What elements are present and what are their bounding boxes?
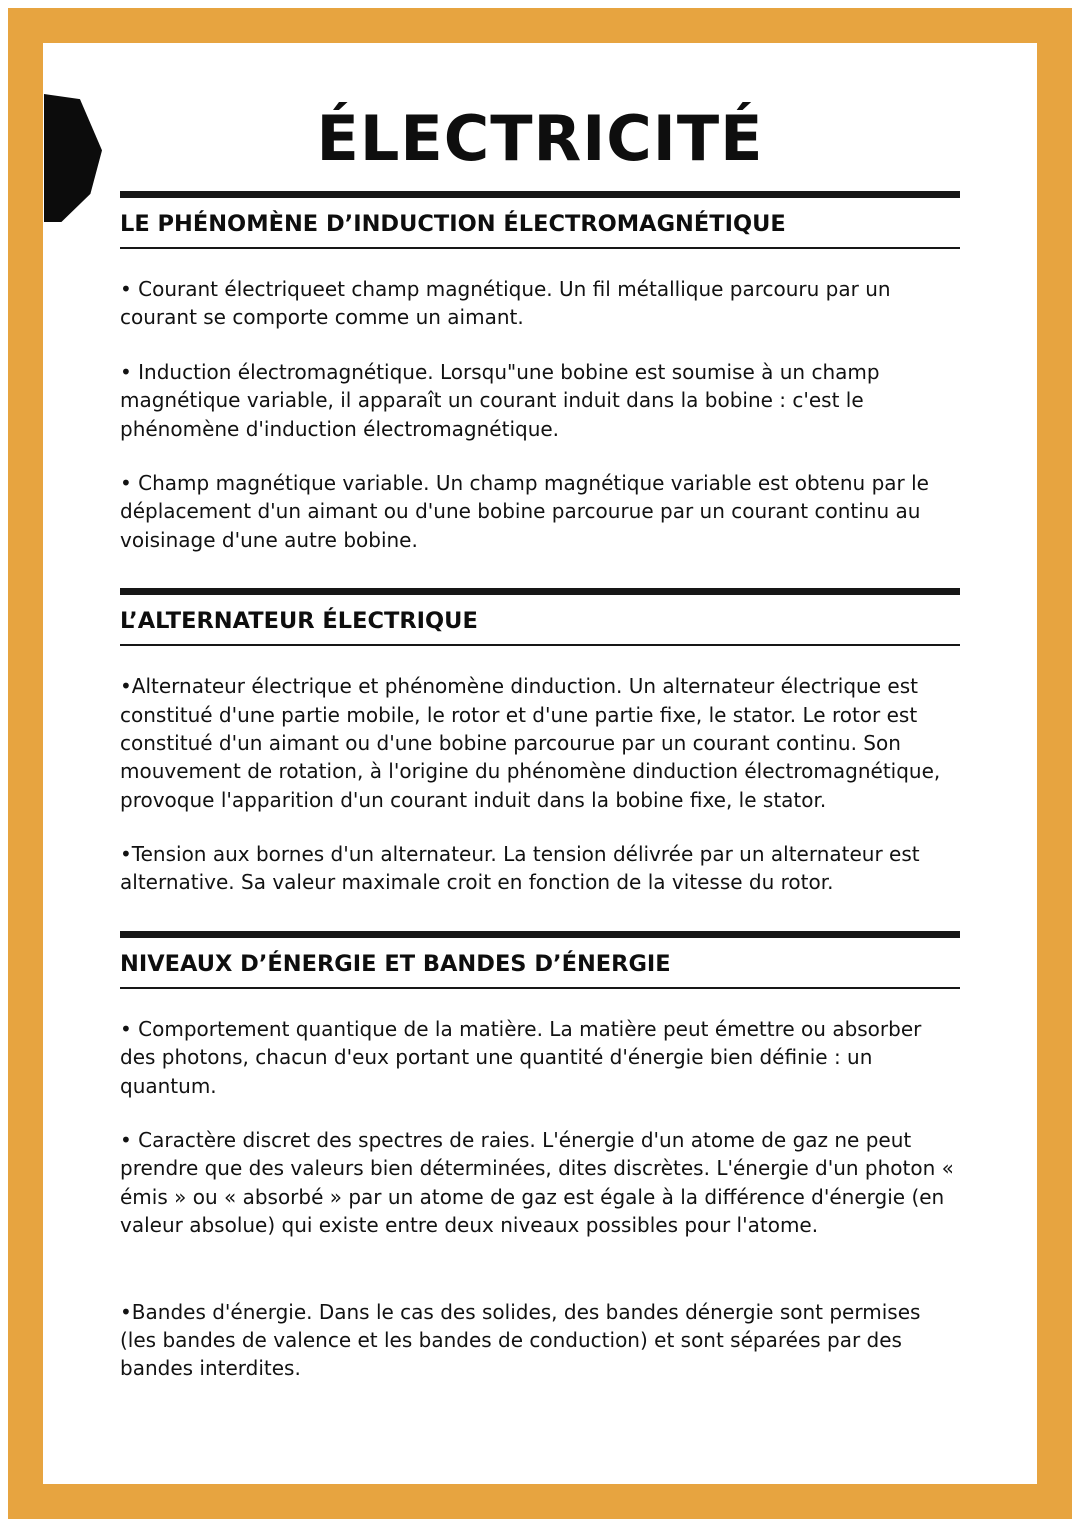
section-heading: L’ALTERNATEUR ÉLECTRIQUE bbox=[120, 608, 478, 635]
page-title: ÉLECTRICITÉ bbox=[316, 102, 764, 175]
section-heading: NIVEAUX D’ÉNERGIE ET BANDES D’ÉNERGIE bbox=[120, 950, 671, 977]
section-alternateur bbox=[120, 588, 960, 897]
section-heading: LE PHÉNOMÈNE D’INDUCTION ÉLECTROMAGNÉTIQUE bbox=[120, 211, 786, 237]
bullet-paragraph: •Bandes d'énergie. Dans le cas des solides, des bandes dénergie sont permises (les bandes de valence et les bandes de conduction) et sont séparées par des bandes interdites. bbox=[120, 1299, 921, 1381]
document-content bbox=[120, 0, 960, 1409]
section-niveaux-energie bbox=[120, 931, 960, 1383]
section-heading-bar bbox=[120, 191, 960, 249]
bullet-paragraph: •Tension aux bornes d'un alternateur. La tension délivrée par un alternateur est alternative. Sa valeur maximale croit en fonction de la vitesse du rotor. bbox=[120, 842, 920, 895]
section-heading-bar bbox=[120, 931, 960, 989]
bullet-paragraph: •Alternateur électrique et phénomène dinduction. Un alternateur électrique est constitué d'une partie mobile, le rotor et d'une partie fixe, le stator. Le rotor est constitué d'un aimant ou d'une bobine parcourue par un courant continu. Son mouvement de rotation, à l'origine du phénomène dinduction électromagnétique, provoque l'apparition d'un courant induit dans la bobine fixe, le stator. bbox=[120, 674, 941, 812]
bullet-paragraph: • Comportement quantique de la matière. La matière peut émettre ou absorber des photons, chacun d'eux portant une quantité d'énergie bien définie : un quantum. bbox=[120, 1016, 922, 1098]
bullet-paragraph: • Caractère discret des spectres de raies. L'énergie d'un atome de gaz ne peut prendre que des valeurs bien déterminées, dites discrètes. L'énergie d'un photon « émis » ou « absorbé » par un atome de gaz est égale à la différence d'énergie (en valeur absolue) qui existe entre deux niveaux possibles pour l'atome. bbox=[120, 1128, 954, 1238]
bullet-paragraph: • Induction électromagnétique. Lorsqu"une bobine est soumise à un champ magnétique variable, il apparaît un courant induit dans la bobine : c'est le phénomène d'induction électromagnétique. bbox=[120, 359, 880, 441]
section-heading-bar bbox=[120, 588, 960, 646]
bullet-paragraph: • Champ magnétique variable. Un champ magnétique variable est obtenu par le déplacement d'un aimant ou d'une bobine parcourue par un courant continu au voisinage d'une autre bobine. bbox=[120, 470, 929, 552]
bullet-paragraph: • Courant électriqueet champ magnétique. Un fil métallique parcouru par un courant se comporte comme un aimant. bbox=[120, 277, 891, 330]
section-induction bbox=[120, 191, 960, 554]
